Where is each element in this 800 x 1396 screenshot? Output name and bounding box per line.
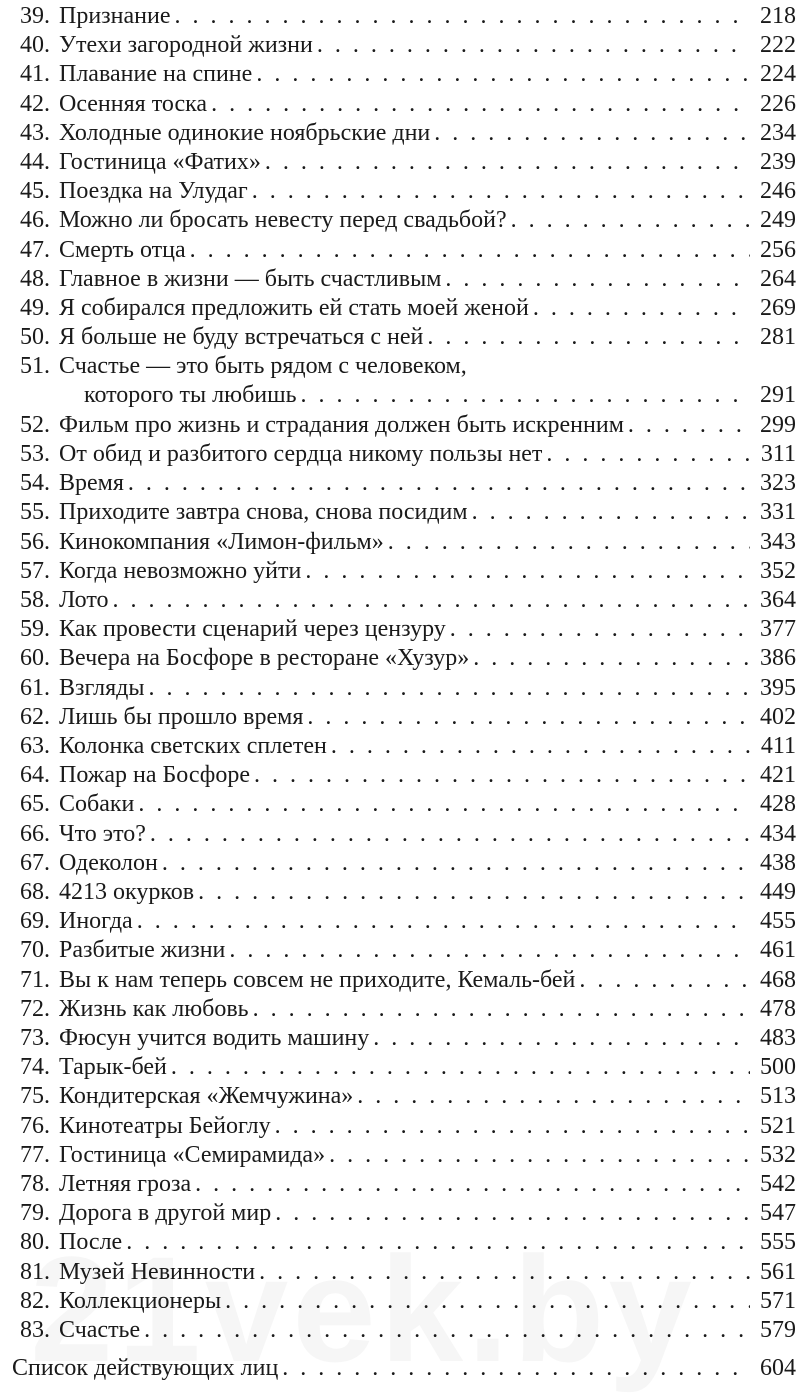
toc-entry-title: Вы к нам теперь совсем не приходите, Кемаль-бей <box>59 966 576 993</box>
toc-entry <box>0 440 800 469</box>
dot-leader <box>137 907 750 936</box>
toc-entry <box>0 995 800 1024</box>
toc-entry-page: 449 <box>760 879 796 905</box>
dot-leader <box>628 411 750 440</box>
toc-entry-page: 455 <box>760 908 796 935</box>
toc-entry <box>0 936 800 965</box>
toc-entry <box>0 265 800 294</box>
toc-entry-page: 555 <box>760 1229 796 1256</box>
toc-entry <box>0 1228 800 1257</box>
toc-entry-number: 42. <box>20 90 50 117</box>
toc-entry-title: Фюсун учится водить машину <box>59 1025 370 1051</box>
dot-leader <box>388 528 750 557</box>
toc-entry-title: Коллекционеры <box>59 1287 222 1314</box>
dot-leader <box>211 90 750 119</box>
toc-entry-title: Дорога в другой мир <box>59 1200 272 1227</box>
toc-entry <box>0 119 800 148</box>
toc-entry-number: 67. <box>20 849 50 876</box>
toc-entry <box>0 528 800 557</box>
toc-entry-number: 80. <box>20 1229 50 1256</box>
toc-entry <box>0 1141 800 1170</box>
toc-entry-page: 377 <box>760 616 796 643</box>
dot-leader <box>195 1170 750 1199</box>
toc-entry-title: Утехи загородной жизни <box>59 32 313 59</box>
toc-entry-page: 311 <box>760 441 796 467</box>
toc-entry-number: 58. <box>20 587 50 613</box>
toc-entry-number: 63. <box>20 733 50 759</box>
toc-entry-page: 256 <box>760 236 796 263</box>
toc-entry-title: Вечера на Босфоре в ресторане «Хузур» <box>59 645 470 672</box>
toc-entry-page: 343 <box>760 528 796 555</box>
dot-leader <box>427 323 750 352</box>
toc-entry-page: 218 <box>760 3 796 29</box>
toc-entry-number: 75. <box>20 1083 50 1110</box>
toc-entry-number: 76. <box>20 1112 50 1139</box>
toc-entry-title: Время <box>59 470 124 497</box>
dot-leader <box>511 206 750 235</box>
toc-entry-page: 402 <box>760 703 796 730</box>
toc-entry-title: Счастье — это быть рядом с человеком, <box>59 353 467 380</box>
toc-entry <box>0 878 800 907</box>
toc-entry-page: 239 <box>760 149 796 175</box>
toc-entry <box>0 907 800 936</box>
dot-leader <box>579 966 750 995</box>
dot-leader <box>259 1258 750 1287</box>
toc-entry-page: 411 <box>760 733 796 759</box>
dot-leader <box>252 177 750 206</box>
toc-entry <box>0 761 800 790</box>
toc-entry <box>0 820 800 849</box>
toc-entry-number: 45. <box>20 178 50 205</box>
toc-entry-page: 461 <box>760 937 796 964</box>
toc-entry-title: Лото <box>59 587 109 613</box>
toc-entry-title: Разбитые жизни <box>59 937 226 964</box>
toc-entry-number: 69. <box>20 908 50 935</box>
toc-entry-page: 434 <box>760 820 796 847</box>
toc-entry-page: 571 <box>760 1287 796 1314</box>
toc-entry <box>0 586 800 615</box>
dot-leader <box>254 761 750 790</box>
toc-entry-number: 43. <box>20 119 50 146</box>
toc-entry-page: 222 <box>760 32 796 59</box>
toc-entry <box>0 498 800 527</box>
toc-entry-page: 561 <box>760 1258 796 1285</box>
toc-entry-number: 71. <box>20 966 50 993</box>
toc-entry-page: 299 <box>760 411 796 438</box>
toc-entry-title: Я собирался предложить ей стать моей женой <box>59 295 529 321</box>
toc-entry-title: Можно ли бросать невесту перед свадьбой? <box>59 207 507 234</box>
toc-entry <box>0 644 800 673</box>
toc-entry-page: 532 <box>760 1141 796 1168</box>
toc-entry-title: Признание <box>59 3 171 29</box>
toc-entry-number: 55. <box>20 499 50 526</box>
dot-leader <box>162 849 750 878</box>
toc-entry <box>0 31 800 60</box>
toc-entry-title: Лишь бы прошло время <box>59 703 304 730</box>
toc-entry-page: 478 <box>760 995 796 1022</box>
toc-entry-number: 82. <box>20 1287 50 1314</box>
toc-entry <box>0 790 800 819</box>
toc-entry-number: 78. <box>20 1171 50 1197</box>
toc-entry <box>0 1053 800 1082</box>
toc-entry-page: 269 <box>760 295 796 321</box>
toc-entry <box>0 1199 800 1228</box>
toc-entry-title: Счастье <box>59 1317 141 1343</box>
toc-entry-number: 39. <box>20 3 50 29</box>
toc-entry-page: 579 <box>760 1317 796 1343</box>
toc-entry <box>0 732 800 761</box>
toc-entry <box>0 2 800 31</box>
toc-entry-number: 65. <box>20 791 50 818</box>
toc-entry <box>0 323 800 352</box>
dot-leader <box>434 119 750 148</box>
toc-entry-number: 74. <box>20 1054 50 1081</box>
toc-entry-title: После <box>59 1229 123 1256</box>
toc-entry-page: 323 <box>760 470 796 497</box>
dot-leader <box>331 732 750 761</box>
toc-entry <box>0 849 800 878</box>
toc-entry <box>0 1170 800 1199</box>
toc-entry <box>0 1112 800 1141</box>
toc-entry-page: 483 <box>760 1025 796 1051</box>
toc-entry-number: 81. <box>20 1258 50 1285</box>
toc-entry-title: Что это? <box>59 820 146 847</box>
toc-entry <box>0 703 800 732</box>
dot-leader <box>225 1287 750 1316</box>
toc-appendix-page: 604 <box>760 1355 796 1381</box>
dot-leader <box>472 498 750 527</box>
toc-entry-title: Осенняя тоска <box>59 90 208 117</box>
dot-leader <box>533 294 750 323</box>
dot-leader <box>305 557 750 586</box>
dot-leader <box>128 469 750 498</box>
toc-entry-page: 291 <box>760 382 796 409</box>
dot-leader <box>126 1228 750 1257</box>
toc-entry <box>0 1287 800 1316</box>
toc-entry <box>0 60 800 89</box>
toc-entry <box>0 966 800 995</box>
toc-entry-page: 421 <box>760 762 796 789</box>
dot-leader <box>198 878 750 907</box>
toc-entry-title: Жизнь как любовь <box>59 995 249 1022</box>
dot-leader <box>275 1199 750 1228</box>
dot-leader <box>253 995 750 1024</box>
dot-leader <box>473 644 750 673</box>
dot-leader <box>256 60 750 89</box>
toc-entry-number: 40. <box>20 32 50 59</box>
toc-entry-page: 428 <box>760 791 796 818</box>
toc-entry-number: 73. <box>20 1025 50 1051</box>
toc-entry-page: 264 <box>760 265 796 292</box>
dot-leader <box>445 265 750 294</box>
dot-leader <box>148 674 750 703</box>
toc-entry-title: Я больше не буду встречаться с ней <box>59 324 424 351</box>
toc-entry-title: Кондитерская «Жемчужина» <box>59 1083 354 1110</box>
dot-leader <box>329 1141 750 1170</box>
toc-entry-page: 249 <box>760 207 796 234</box>
dot-leader <box>113 586 750 615</box>
toc-entry-number: 44. <box>20 149 50 175</box>
toc-entry <box>0 1258 800 1287</box>
toc-entry <box>0 352 800 409</box>
toc-entry-page: 547 <box>760 1200 796 1227</box>
dot-leader <box>373 1024 750 1053</box>
toc-entry-title: Когда невозможно уйти <box>59 557 302 584</box>
toc-entry-number: 77. <box>20 1141 50 1168</box>
toc-entry-page: 542 <box>760 1171 796 1197</box>
toc-entry <box>0 90 800 119</box>
toc-appendix-entry <box>0 1354 800 1383</box>
toc-entry <box>0 1082 800 1111</box>
dot-leader <box>175 2 751 31</box>
toc-entry-page: 331 <box>760 499 796 526</box>
toc-entry <box>0 236 800 265</box>
dot-leader <box>229 936 750 965</box>
dot-leader <box>307 703 750 732</box>
toc-entry-page: 234 <box>760 119 796 146</box>
toc-entry-number: 50. <box>20 324 50 351</box>
toc-entry-number: 64. <box>20 762 50 789</box>
toc-entry-title: Иногда <box>59 908 133 935</box>
dot-leader <box>301 381 750 410</box>
toc-entry-number: 53. <box>20 441 50 467</box>
toc-entry <box>0 615 800 644</box>
dot-leader <box>144 1316 750 1345</box>
toc-entry-page: 438 <box>760 849 796 876</box>
toc-entry-number: 68. <box>20 879 50 905</box>
toc-entry-page: 246 <box>760 178 796 205</box>
toc-entry-number: 51. <box>20 353 50 380</box>
toc-entry-number: 79. <box>20 1200 50 1227</box>
toc-entry-page: 226 <box>760 90 796 117</box>
toc-entry-title: Кинотеатры Бейоглу <box>59 1112 271 1139</box>
toc-entry-title: Холодные одинокие ноябрьские дни <box>59 119 431 146</box>
toc-entry-title: Смерть отца <box>59 236 186 263</box>
toc-entry <box>0 469 800 498</box>
dot-leader <box>171 1053 750 1082</box>
dot-leader <box>317 31 750 60</box>
toc-entry-number: 52. <box>20 411 50 438</box>
toc-entry-number: 62. <box>20 703 50 730</box>
toc-entry-page: 500 <box>760 1054 796 1081</box>
dot-leader <box>450 615 750 644</box>
toc-entry-page: 386 <box>760 645 796 672</box>
dot-leader <box>150 820 750 849</box>
toc-entry <box>0 148 800 177</box>
toc-entry-title: Гостиница «Фатих» <box>59 149 261 175</box>
toc-entry <box>0 557 800 586</box>
toc-entry-number: 47. <box>20 236 50 263</box>
toc-entry-number: 59. <box>20 616 50 643</box>
toc-entry-title: Колонка светских сплетен <box>59 733 327 759</box>
toc-entry-title: Взгляды <box>59 674 145 701</box>
toc-entry-title: Гостиница «Семирамида» <box>59 1141 326 1168</box>
toc-entry-title: Поездка на Улудаг <box>59 178 248 205</box>
toc-entry-title: Летняя гроза <box>59 1171 192 1197</box>
toc-entry-title: Пожар на Босфоре <box>59 762 250 789</box>
toc-entry-number: 57. <box>20 557 50 584</box>
toc-entry <box>0 411 800 440</box>
toc-entry-title: Кинокомпания «Лимон-фильм» <box>59 528 384 555</box>
toc-entry-title: Главное в жизни — быть счастливым <box>59 265 442 292</box>
toc-entry-number: 72. <box>20 995 50 1022</box>
toc-entry-page: 364 <box>760 587 796 613</box>
toc-entry-title: Фильм про жизнь и страдания должен быть искренним <box>59 411 624 438</box>
toc-entry-page: 513 <box>760 1083 796 1110</box>
toc-entry <box>0 206 800 235</box>
toc-entry-number: 70. <box>20 937 50 964</box>
toc-entry-number: 83. <box>20 1317 50 1343</box>
dot-leader <box>546 440 750 469</box>
toc-entry-number: 49. <box>20 295 50 321</box>
toc-entry-number: 54. <box>20 470 50 497</box>
toc-entry <box>0 294 800 323</box>
toc-entry-number: 66. <box>20 820 50 847</box>
toc-entry-title: Собаки <box>59 791 135 818</box>
toc-entry-title: Как провести сценарий через цензуру <box>59 616 446 643</box>
toc-entry-title: Тарык-бей <box>59 1054 167 1081</box>
toc-entry-number: 61. <box>20 674 50 701</box>
dot-leader <box>357 1082 750 1111</box>
toc-entry-number: 46. <box>20 207 50 234</box>
toc-entry-page: 224 <box>760 61 796 88</box>
toc-entry <box>0 1024 800 1053</box>
dot-leader <box>282 1354 750 1383</box>
dot-leader <box>265 148 750 177</box>
toc-entry-title: Музей Невинности <box>59 1258 256 1285</box>
toc-entry-page: 281 <box>760 324 796 351</box>
toc-entry-page: 352 <box>760 557 796 584</box>
toc-entry-number: 48. <box>20 265 50 292</box>
toc-entry-number: 60. <box>20 645 50 672</box>
toc-entry-title: Одеколон <box>59 849 158 876</box>
toc-entry <box>0 674 800 703</box>
toc-entry-number: 56. <box>20 528 50 555</box>
toc-entry-number: 41. <box>20 61 50 88</box>
toc-entry-title: 4213 окурков <box>59 879 195 905</box>
toc-entry-page: 521 <box>760 1112 796 1139</box>
toc-entry-page: 395 <box>760 674 796 701</box>
dot-leader <box>275 1112 750 1141</box>
dot-leader <box>190 236 750 265</box>
toc-entry-page: 468 <box>760 966 796 993</box>
toc-entry <box>0 177 800 206</box>
toc-entry-title: Приходите завтра снова, снова посидим <box>59 499 468 526</box>
toc-entry-title: Плавание на спине <box>59 61 253 88</box>
toc-entry-title: От обид и разбитого сердца никому пользы нет <box>59 441 543 467</box>
toc-appendix-title: Список действующих лиц <box>12 1355 279 1381</box>
toc-entry-title-continuation: которого ты любишь <box>84 382 297 409</box>
dot-leader <box>138 790 750 819</box>
toc-entry <box>0 1316 800 1345</box>
